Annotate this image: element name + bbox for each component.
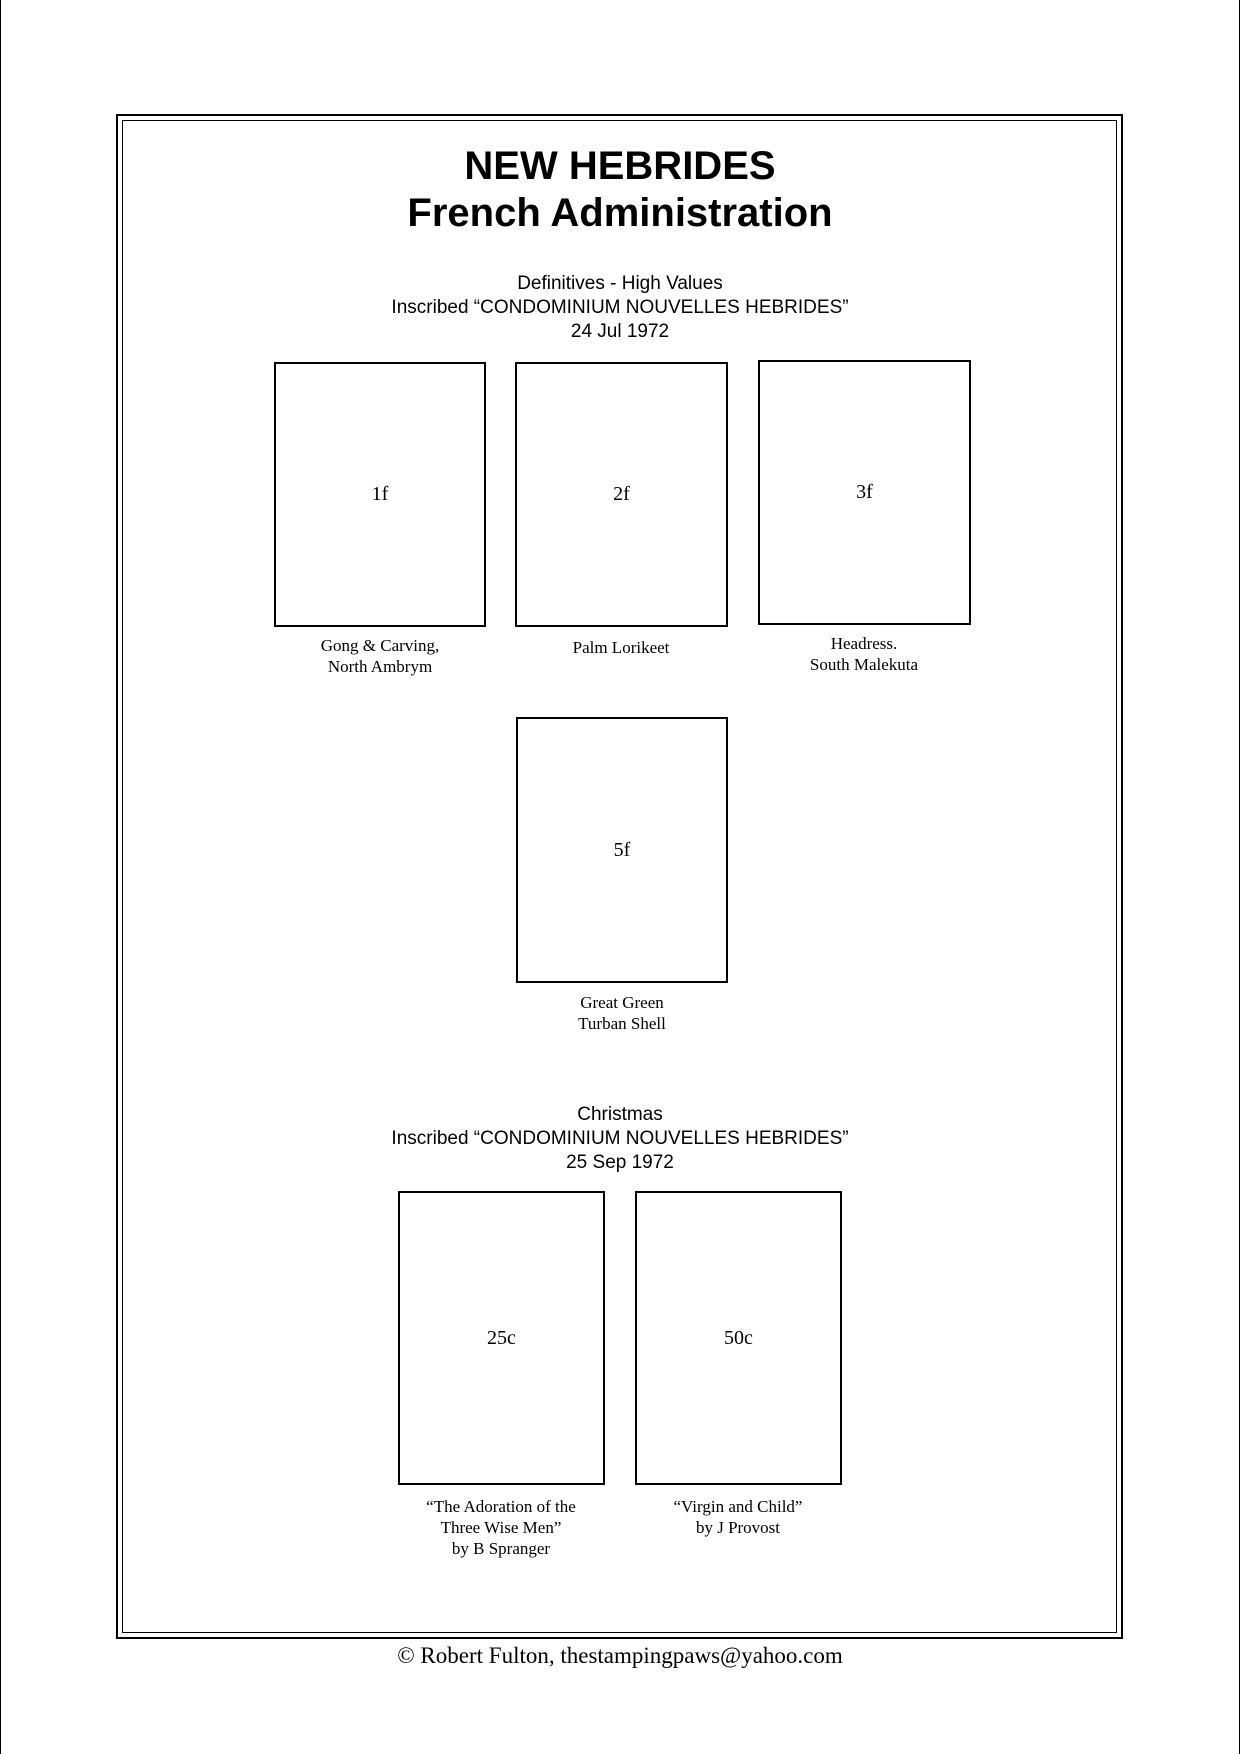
stamp-caption: [260, 635, 500, 677]
caption-line: Great Green: [580, 993, 664, 1012]
caption-line: Turban Shell: [578, 1014, 666, 1033]
stamp-space: [758, 360, 971, 625]
page-title: NEW HEBRIDES: [464, 144, 776, 188]
caption-line: by J Provost: [695, 1518, 781, 1537]
stamp-space: [516, 717, 728, 983]
caption-line: North Ambrym: [327, 657, 433, 676]
caption-line: Three Wise Men”: [440, 1518, 562, 1537]
stamp-denomination: 1f: [371, 483, 389, 505]
stamp-caption: [381, 1496, 621, 1559]
caption-line: by B Spranger: [451, 1539, 551, 1558]
stamp-caption: [502, 992, 742, 1034]
caption-line: “The Adoration of the: [426, 1497, 576, 1516]
footer-credit: © Robert Fulton, thestampingpaws@yahoo.com: [397, 1643, 843, 1668]
caption-line: Headress.: [830, 634, 898, 653]
section-heading: Definitives - High Values: [517, 273, 723, 294]
caption-line: Gong & Carving,: [320, 636, 440, 655]
caption-line: “Virgin and Child”: [673, 1497, 803, 1516]
section-heading: Christmas: [577, 1104, 663, 1125]
section-date: 24 Jul 1972: [570, 321, 670, 342]
section-inscription: Inscribed “CONDOMINIUM NOUVELLES HEBRIDES”: [391, 297, 849, 318]
stamp-space: [398, 1191, 605, 1485]
section-inscription: Inscribed “CONDOMINIUM NOUVELLES HEBRIDES”: [391, 1128, 849, 1149]
page-subtitle: French Administration: [407, 191, 833, 235]
stamp-caption: [501, 637, 741, 658]
stamp-denomination: 50c: [724, 1326, 753, 1349]
page-left-edge: [0, 0, 1, 1754]
stamp-denomination: 5f: [613, 838, 631, 861]
stamp-space: [515, 362, 728, 627]
stamp-space: [274, 362, 486, 627]
stamp-denomination: 3f: [856, 481, 873, 503]
stamp-caption: [618, 1496, 858, 1538]
caption-line: Palm Lorikeet: [572, 638, 670, 657]
stamp-denomination: 25c: [487, 1326, 516, 1349]
stamp-space: [635, 1191, 842, 1485]
stamp-caption: [744, 633, 984, 675]
stamp-denomination: 2f: [613, 483, 630, 505]
section-date: 25 Sep 1972: [566, 1152, 674, 1173]
caption-line: South Malekuta: [809, 655, 919, 674]
